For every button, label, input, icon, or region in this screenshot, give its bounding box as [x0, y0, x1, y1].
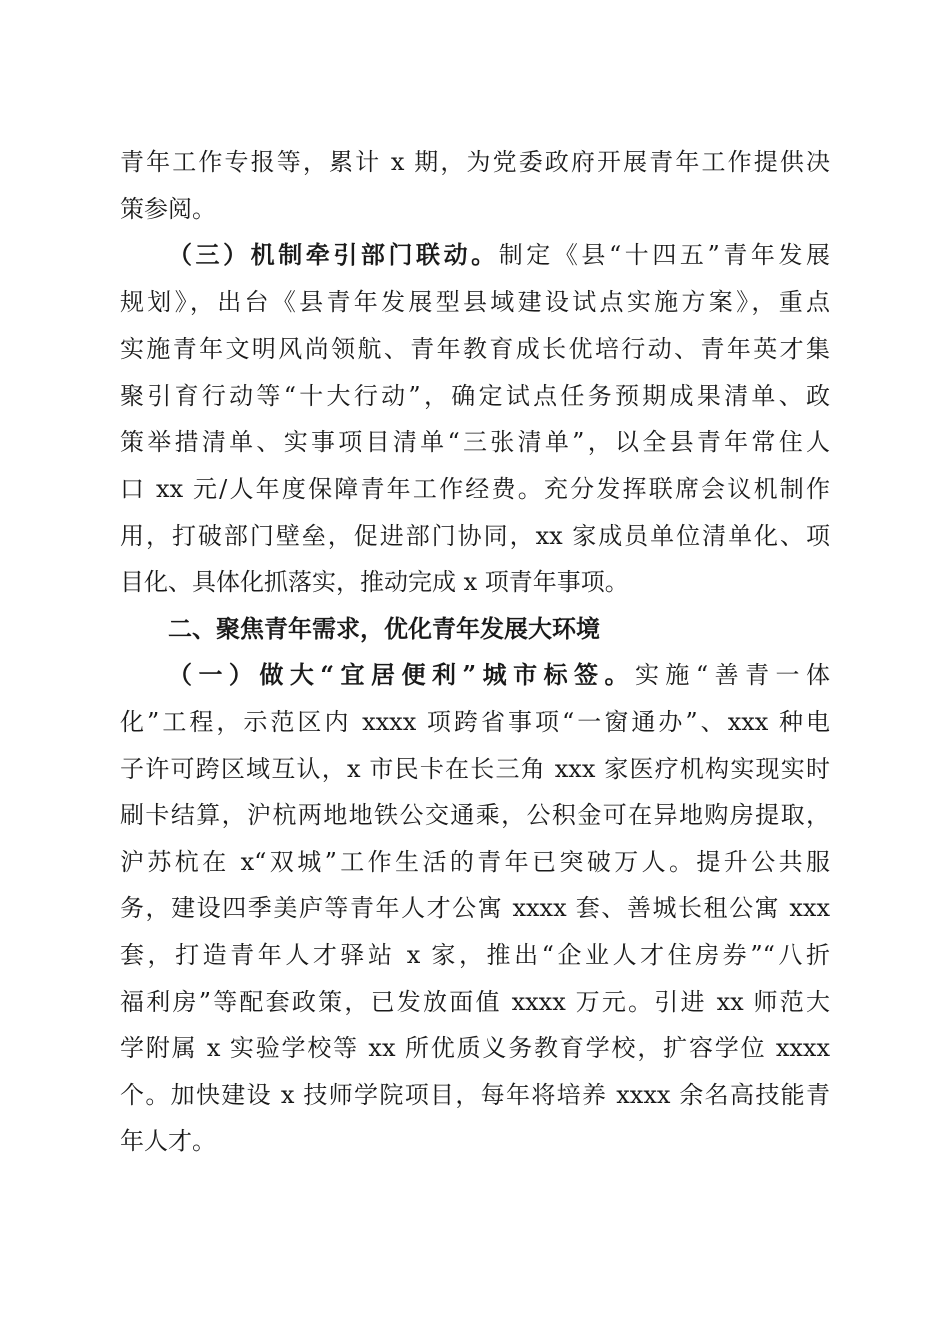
- paragraph-line: 口 xx 元/人年度保障青年工作经费。充分发挥联席会议机制作: [120, 475, 830, 503]
- paragraph-first-line: [168, 660, 830, 690]
- paragraph-line: 目化、具体化抓落实，推动完成 x 项青年事项。: [120, 568, 629, 596]
- paragraph-line: 沪苏杭在 x“双城”工作生活的青年已突破万人。提升公共服: [120, 848, 830, 876]
- paragraph-line: 套，打造青年人才驿站 x 家，推出“企业人才住房券”“八折: [120, 941, 830, 969]
- paragraph-line: 福利房”等配套政策，已发放面值 xxxx 万元。引进 xx 师范大: [120, 988, 830, 1016]
- paragraph-line: 务，建设四季美庐等青年人才公寓 xxxx 套、善城长租公寓 xxx: [120, 894, 830, 922]
- paragraph-line: 实施青年文明风尚领航、青年教育成长优培行动、青年英才集: [120, 335, 830, 363]
- paragraph-heading: （三）机制牵引部门联动。: [168, 240, 499, 269]
- paragraph-line: 聚引育行动等“十大行动”，确定试点任务预期成果清单、政: [120, 382, 830, 410]
- paragraph-heading: （一）做大“宜居便利”城市标签。: [168, 660, 635, 689]
- paragraph-text: 实施“善青一体: [634, 661, 830, 689]
- paragraph-line: 刷卡结算，沪杭两地地铁公交通乘，公积金可在异地购房提取，: [120, 801, 830, 829]
- section-heading: 二、聚焦青年需求，优化青年发展大环境: [168, 615, 600, 643]
- paragraph-line: 策举措清单、实事项目清单“三张清单”，以全县青年常住人: [120, 428, 830, 456]
- paragraph-line: 年人才。: [120, 1127, 216, 1155]
- paragraph-line: 规划》，出台《县青年发展型县域建设试点实施方案》，重点: [120, 288, 830, 316]
- paragraph-line: 子许可跨区域互认，x 市民卡在长三角 xxx 家医疗机构实现实时: [120, 755, 830, 783]
- paragraph-line: 青年工作专报等，累计 x 期，为党委政府开展青年工作提供决: [120, 148, 830, 176]
- paragraph-first-line: [168, 240, 830, 270]
- paragraph-text: 制定《县“十四五”青年发展: [498, 241, 830, 269]
- paragraph-line: 策参阅。: [120, 195, 216, 223]
- paragraph-line: 学附属 x 实验学校等 xx 所优质义务教育学校，扩容学位 xxxx: [120, 1034, 830, 1062]
- paragraph-line: 用，打破部门壁垒，促进部门协同，xx 家成员单位清单化、项: [120, 522, 830, 550]
- paragraph-line: 个。加快建设 x 技师学院项目，每年将培养 xxxx 余名高技能青: [120, 1081, 830, 1109]
- paragraph-line: 化”工程，示范区内 xxxx 项跨省事项“一窗通办”、xxx 种电: [120, 708, 830, 736]
